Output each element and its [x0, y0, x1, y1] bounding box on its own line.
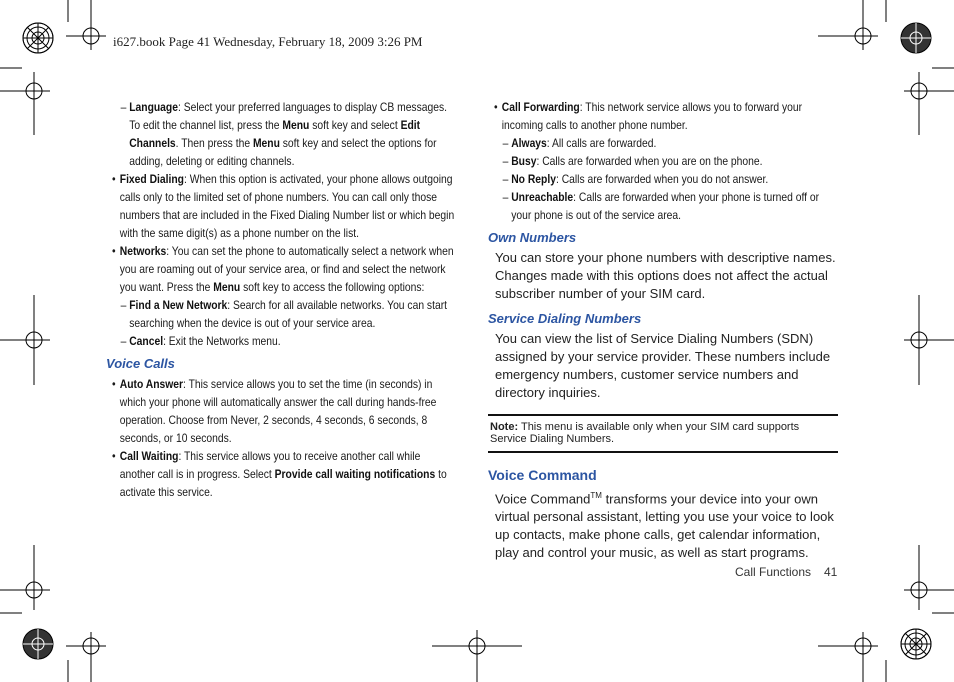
no-reply-item: – No Reply: Calls are forwarded when you do not answer.: [502, 172, 769, 186]
language-item: – Language: Select your preferred languages to display CB messages. To edit the channel list, press the Menu soft key and select Edit Channels. Then press the Menu soft key and select the options for adding, deleting or editing channels.: [120, 100, 448, 168]
registration-mark-bottom-right: [901, 629, 931, 659]
crosshair-top-right: [818, 0, 886, 50]
crosshair-right-upper: [904, 68, 954, 135]
crosshair-bottom-right: [818, 632, 886, 682]
service-dialing-numbers-text: You can view the list of Service Dialing Numbers (SDN) assigned by your service provider. These numbers include emergency numbers, customer service numbers and directory inquiries.: [495, 331, 831, 400]
crosshair-left-lower: [0, 545, 50, 613]
call-forwarding-item: • Call Forwarding: This network service allows you to forward your incoming calls to another phone number.: [488, 98, 837, 134]
registration-mark-top-right: [901, 23, 931, 53]
voice-command-heading: Voice Command: [488, 467, 597, 483]
find-network-item: – Find a New Network: Search for all available networks. You can start searching when the device is out of your service area.: [120, 298, 448, 330]
crosshair-bottom-center: [432, 630, 522, 682]
unreachable-item: – Unreachable: Calls are forwarded when your phone is turned off or your phone is out of the service area.: [502, 190, 820, 222]
auto-answer-item: • Auto Answer: This service allows you to set the time (in seconds) in which your phone will automatically answer the call during hands-free operation. Choose from Never, 2 seconds, 4 seconds, 6 seconds, 8 seconds, or 10 seconds.: [106, 375, 457, 447]
own-numbers-heading: Own Numbers: [488, 230, 577, 245]
footer-page-number: 41: [824, 565, 838, 579]
service-dialing-numbers-heading: Service Dialing Numbers: [488, 311, 642, 326]
registration-mark-bottom-left: [23, 629, 53, 659]
always-item: – Always: All calls are forwarded.: [502, 136, 657, 150]
networks-item: • Networks: You can set the phone to automatically select a network when you are roaming out of your service area, or find and select the network you want. Press the Menu soft key to access the following options:: [106, 242, 457, 296]
voice-command-text: Voice Command™ transforms your device into your own virtual personal assistant, letting you use your voice to look up contacts, make phone calls, get calendar information, play and control your music, as well as start programs.: [495, 491, 834, 561]
crosshair-right-lower: [904, 545, 954, 613]
note-box: [488, 414, 838, 453]
fixed-dialing-item: • Fixed Dialing: When this option is activated, your phone allows outgoing calls only to the limited set of phone numbers. You can call only those numbers that are included in the Fixed Dialing Number list or which begin with the same digit(s) as a phone number on the list.: [106, 170, 457, 242]
voice-calls-heading: Voice Calls: [106, 356, 175, 371]
own-numbers-text: You can store your phone numbers with descriptive names. Changes made with this options does not affect the actual subscriber number of your SIM card.: [495, 250, 836, 301]
crosshair-right-middle: [904, 295, 954, 385]
print-header: i627.book Page 41 Wednesday, February 18, 2009 3:26 PM: [113, 34, 423, 49]
busy-item: – Busy: Calls are forwarded when you are on the phone.: [502, 154, 763, 168]
crosshair-left-upper: [0, 68, 50, 135]
cancel-item: – Cancel: Exit the Networks menu.: [120, 334, 281, 348]
crosshair-top-left: [66, 0, 106, 50]
note-text: This menu is available only when your SIM card supports Service Dialing Numbers.: [490, 421, 800, 445]
footer-section-name: Call Functions: [735, 565, 812, 579]
left-column: [106, 98, 458, 501]
crosshair-bottom-left: [66, 632, 106, 682]
call-waiting-item: • Call Waiting: This service allows you to receive another call while another call is in progress. Select Provide call waiting notifications to activate this service.: [106, 447, 457, 501]
note-label: Note:: [490, 421, 519, 433]
crosshair-left-middle: [0, 295, 50, 385]
registration-mark-top-left: [23, 23, 53, 53]
right-column: [488, 98, 838, 562]
